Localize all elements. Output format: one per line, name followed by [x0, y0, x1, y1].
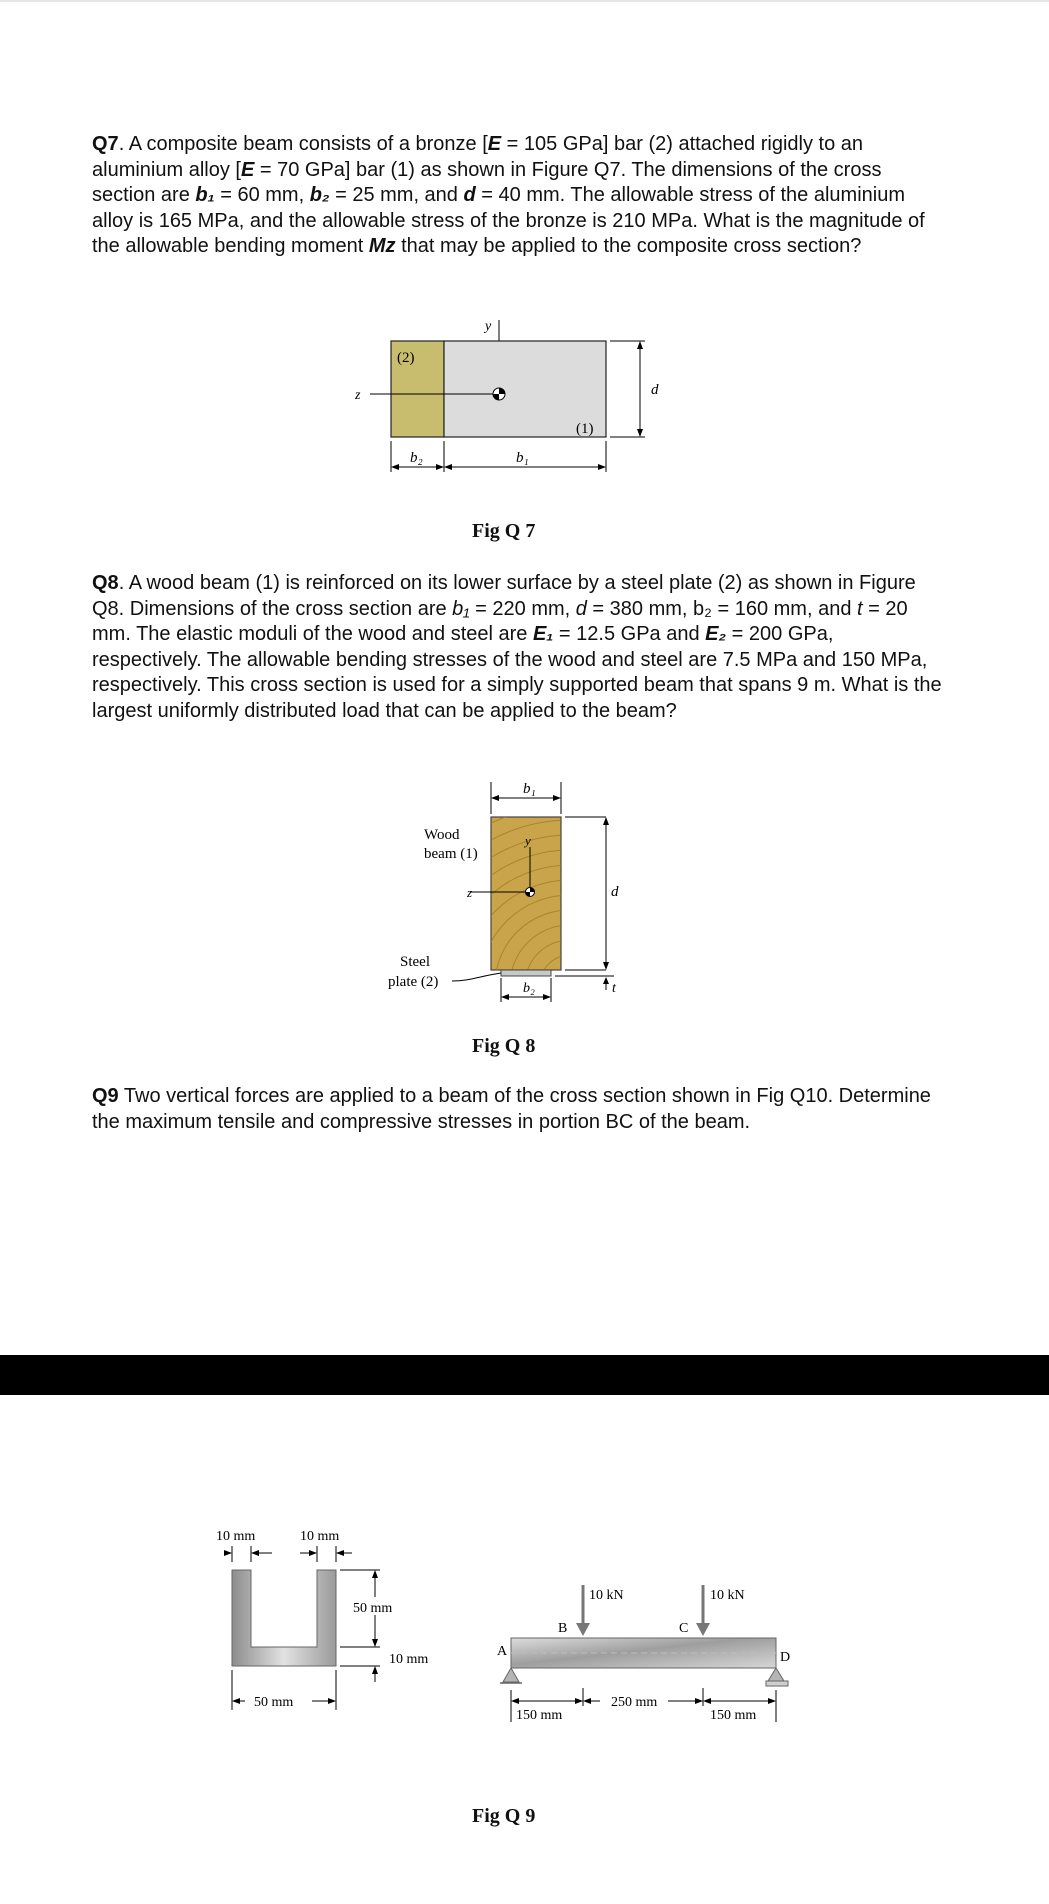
fig8-steel-label-2: plate (2)	[388, 974, 439, 990]
span-BC-label: 250 mm	[611, 1695, 658, 1710]
pin-support-A	[503, 1668, 519, 1682]
q8-E1-symbol: E₁	[532, 623, 554, 645]
q8-d-symbol: d	[575, 597, 587, 620]
support-A-label: A	[497, 1644, 508, 1659]
load-C-label: 10 kN	[710, 1588, 745, 1603]
fig7-caption: Fig Q 7	[472, 520, 536, 542]
q8-text: = 12.5 GPa and	[553, 623, 706, 645]
black-bar	[0, 1355, 1049, 1395]
dim-10mm-right: 10 mm	[300, 1529, 340, 1544]
fig7-z-label: z	[355, 388, 361, 403]
span-AB-label: 150 mm	[516, 1708, 563, 1723]
load-B-label: 10 kN	[589, 1588, 624, 1603]
q7-text: . A composite beam consists of a bronze [	[118, 133, 488, 155]
q8-label: Q8	[92, 572, 119, 594]
fig7-b1-label: b₁	[516, 450, 529, 466]
point-C-label: C	[679, 1621, 689, 1636]
fig8-z-label: z	[467, 885, 473, 900]
dim-10mm-left: 10 mm	[216, 1529, 256, 1544]
fig7-part2-label: (2)	[397, 350, 415, 366]
span-CD-label: 150 mm	[710, 1708, 757, 1723]
top-border	[0, 0, 1049, 2]
dim-10mm-base: 10 mm	[389, 1652, 429, 1667]
dim-50mm-width: 50 mm	[254, 1695, 294, 1710]
u-section	[232, 1570, 336, 1666]
fig7-d-label: d	[651, 382, 659, 398]
q7-b1-symbol: b₁	[195, 184, 215, 206]
fig8-b1-label: b₁	[523, 781, 536, 797]
figure-q9	[200, 1520, 800, 1740]
q7-d-symbol: d	[463, 184, 476, 206]
q8-text: . A wood beam (1) is reinforced on its lower surface by a steel plate (2) as shown in Figure Q8. Dimensions of the cross section are	[92, 572, 916, 620]
steel-plate	[501, 970, 551, 976]
q7-text: = 25 mm, and	[329, 184, 464, 206]
q8-text: = 20 mm. The elastic moduli of the wood and steel are	[92, 597, 908, 645]
figure-q7	[340, 310, 680, 505]
support-D-label: D	[780, 1650, 791, 1665]
fig8-wood-label-2: beam (1)	[424, 846, 478, 862]
fig8-b2-label: b₂	[523, 981, 535, 996]
q8-text: = 200 GPa, respectively. The allowable bending stresses of the wood and steel are 7.5 MPa and 150 MPa, respectively. This cross section is used for a simply supported beam that spans 9 m. What is the largest uniformly distributed load that can be applied to the beam?	[92, 623, 942, 722]
q7-label: Q7	[92, 133, 119, 155]
q9-text: Two vertical forces are applied to a beam of the cross section shown in Fig Q10. Determine the maximum tensile and compressive stresses in portion BC of the beam.	[92, 1085, 931, 1133]
q8-b1-symbol: b₁	[452, 597, 470, 620]
fig8-wood-label-1: Wood	[424, 827, 460, 843]
fig7-part1-label: (1)	[576, 421, 594, 437]
fig8-d-label: d	[611, 884, 619, 900]
fig7-y-label: y	[485, 319, 492, 334]
q7-b2-symbol: b₂	[309, 184, 330, 206]
q7-E-symbol: E	[240, 158, 255, 181]
question-q8	[92, 571, 942, 724]
q7-E-symbol: E	[487, 133, 502, 155]
figure-q8	[370, 770, 660, 1025]
q8-text: = 220 mm,	[469, 597, 576, 620]
q7-text: = 105 GPa] bar (2) attached rigidly to an aluminium alloy [	[92, 133, 863, 181]
dim-50mm-height: 50 mm	[353, 1601, 393, 1616]
question-q7	[92, 132, 942, 260]
q8-E2-symbol: E₂	[705, 623, 727, 645]
fig8-steel-label-1: Steel	[400, 954, 430, 970]
q7-text: = 40 mm. The allowable stress of the aluminium alloy is 165 MPa, and the allowable stress of the bronze is 210 MPa. What is the magnitude of the allowable bending moment	[92, 184, 925, 257]
q7-mz-symbol: Mz	[368, 235, 396, 257]
fig9-caption: Fig Q 9	[472, 1805, 536, 1827]
q8-text: = 380 mm, b₂ = 160 mm, and	[586, 597, 857, 620]
question-q9	[92, 1084, 942, 1135]
q8-t-symbol: t	[857, 597, 863, 620]
fig8-caption: Fig Q 8	[472, 1035, 536, 1057]
roller-support-D	[768, 1668, 784, 1681]
load-arrow-C	[696, 1623, 710, 1636]
q7-text: = 70 GPa] bar (1) as shown in Figure Q7. The dimensions of the cross section are	[92, 158, 882, 206]
fig8-y-label: y	[525, 833, 531, 848]
load-arrow-B	[576, 1623, 590, 1636]
q7-text: that may be applied to the composite cross section?	[395, 235, 862, 257]
fig7-b2-label: b₂	[410, 450, 423, 466]
q9-label: Q9	[92, 1085, 119, 1107]
point-B-label: B	[558, 1621, 568, 1636]
fig8-t-label: t	[612, 981, 616, 996]
q7-text: = 60 mm,	[214, 184, 310, 206]
